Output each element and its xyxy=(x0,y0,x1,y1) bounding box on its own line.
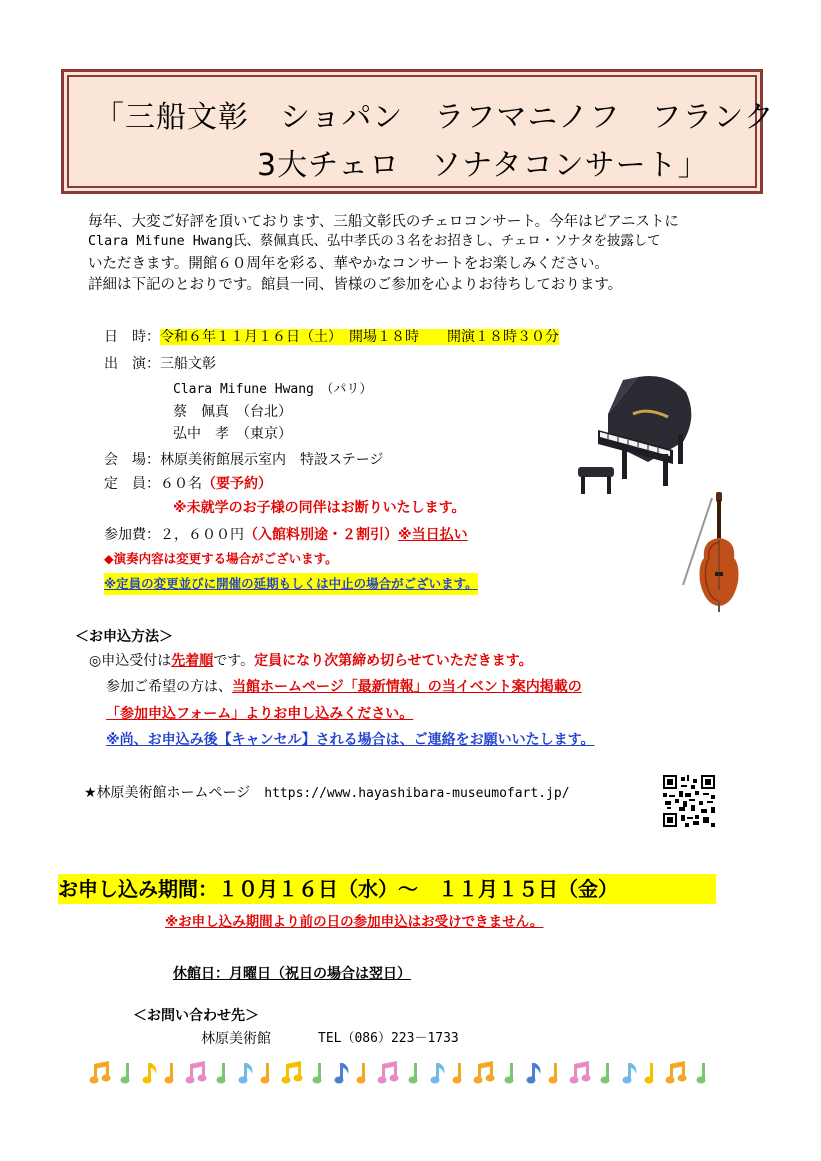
qr-code-icon xyxy=(663,775,715,827)
application-heading: ＜お申込方法＞ xyxy=(75,629,173,645)
grand-piano-icon xyxy=(578,372,708,497)
application-line-1a: ◎申込受付は xyxy=(89,653,172,669)
intro-line-3: いただきます。開館６０周年を彩る、華やかなコンサートをお楽しみください。 xyxy=(88,256,609,272)
performer-1: 三船文彰 xyxy=(160,356,216,372)
contact-name: 林原美術館 xyxy=(201,1031,271,1047)
performer-3: 蔡 佩真 （台北） xyxy=(173,404,292,420)
performers-label: 出 演： xyxy=(104,356,160,372)
capacity-note: （要予約） xyxy=(202,476,272,492)
title-line-1: 「三船文彰 ショパン ラフマニノフ フランク xyxy=(94,100,775,135)
application-period: お申し込み期間：１０月１６日（水）～ １１月１５日（金） xyxy=(58,874,716,904)
capacity-label: 定 員： xyxy=(104,476,160,492)
homepage-label: ★林原美術館ホームページ xyxy=(84,785,251,801)
children-note: ※未就学のお子様の同伴はお断りいたします。 xyxy=(173,500,466,516)
application-form-note: 「参加申込フォーム」よりお申し込みください。 xyxy=(106,706,414,722)
fee-label: 参加費： xyxy=(104,527,160,543)
closed-days: 休館日：月曜日（祝日の場合は翌日） xyxy=(173,966,411,982)
venue-label: 会 場： xyxy=(104,452,160,468)
capacity-row xyxy=(104,473,272,495)
application-deadline-note: 定員になり次第締め切らせていただきます。 xyxy=(254,653,533,669)
performers-row xyxy=(104,353,216,375)
application-homepage-note: 当館ホームページ「最新情報」の当イベント案内掲載の xyxy=(232,679,582,695)
fee-value: ２，６００円 xyxy=(160,527,244,543)
cello-icon xyxy=(680,490,750,615)
title-banner xyxy=(61,69,775,194)
application-line-2a: 参加ご希望の方は、 xyxy=(106,679,232,695)
application-line-1 xyxy=(89,650,533,672)
performer-2: Clara Mifune Hwang （パリ） xyxy=(173,382,373,397)
program-note: ◆演奏内容は変更する場合がございます。 xyxy=(104,551,338,566)
contact-tel: TEL（086）223－1733 xyxy=(318,1031,459,1046)
change-note: ※定員の変更並びに開催の延期もしくは中止の場合がございます。 xyxy=(104,573,478,595)
contact-heading: ＜お問い合わせ先＞ xyxy=(133,1008,259,1024)
music-notes-border xyxy=(85,1057,730,1087)
cancel-note: ※尚、お申込み後【キャンセル】される場合は、ご連絡をお願いいたします。 xyxy=(106,732,595,748)
homepage-url[interactable]: https://www.hayashibara-museumofart.jp/ xyxy=(264,786,570,801)
intro-line-4: 詳細は下記のとおりです。館員一同、皆様のご参加を心よりお待ちしております。 xyxy=(88,277,623,293)
date-label: 日 時： xyxy=(104,329,160,345)
fee-payment: ※当日払い xyxy=(398,527,468,543)
period-note: ※お申し込み期間より前の日の参加申込はお受けできません。 xyxy=(165,914,544,930)
homepage-row xyxy=(84,782,570,805)
fee-row xyxy=(104,524,468,546)
date-value: 令和６年１１月１６日（土） 開場１８時 開演１８時３０分 xyxy=(160,329,559,345)
application-line-2 xyxy=(106,676,582,698)
title-line-2: 3大チェロ ソナタコンサート」 xyxy=(257,148,709,183)
application-line-1c: です。 xyxy=(213,653,255,669)
first-come-text: 先着順 xyxy=(171,653,214,669)
intro-line-2: Clara Mifune Hwang氏、蔡佩真氏、弘中孝氏の３名をお招きし、チェロ・ソナタを披露して xyxy=(88,234,661,249)
capacity-value: ６０名 xyxy=(160,476,202,492)
intro-line-1: 毎年、大変ご好評を頂いております、三船文彰氏のチェロコンサート。今年はピアニストに xyxy=(88,214,679,230)
fee-note: （入館料別途・２割引） xyxy=(244,527,398,543)
date-row xyxy=(104,326,559,348)
venue-row xyxy=(104,449,383,471)
venue-value: 林原美術館展示室内 特設ステージ xyxy=(160,452,384,468)
performer-4: 弘中 孝 （東京） xyxy=(173,426,292,442)
